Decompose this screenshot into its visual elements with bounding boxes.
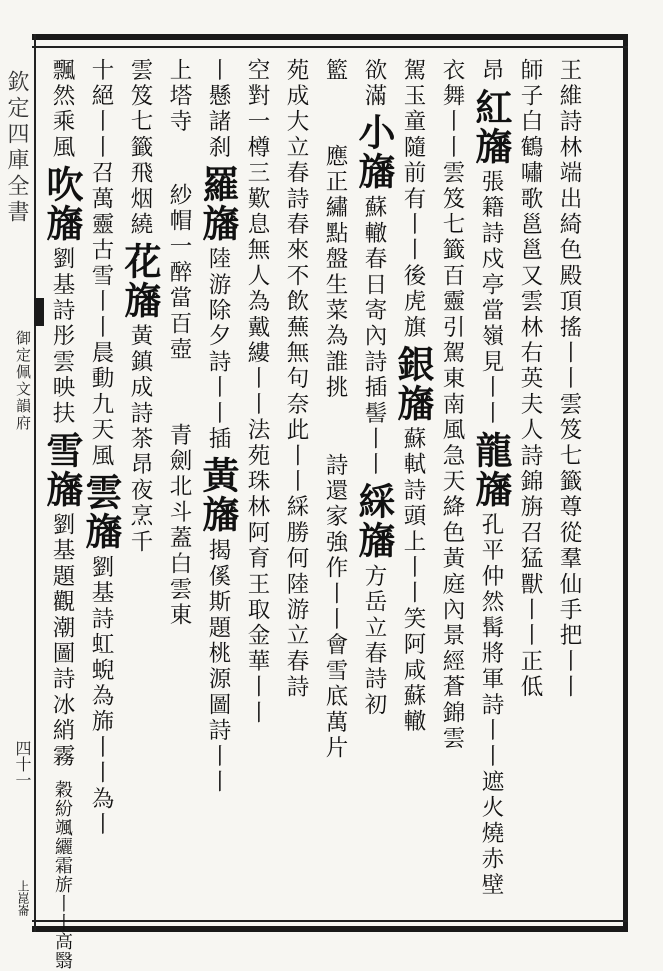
column-text: 空對一樽三歎息無人為戴縷丨丨法苑珠林阿育王取金華丨丨	[244, 58, 270, 727]
column-text: 蘇軾詩頭上丨丨笑阿咸蘇轍	[400, 426, 426, 736]
column-text: 師子白鶴嘯歌邕邕又雲林右英夫人詩錦旃召猛獸丨丨正低	[517, 58, 543, 701]
column-text: 欲滿	[361, 58, 387, 110]
headword: 綵旛	[352, 482, 396, 561]
headword: 銀旛	[391, 344, 435, 423]
column-text: 方岳立春詩初	[361, 564, 387, 719]
text-column-12	[118, 58, 162, 916]
text-column-11	[160, 58, 198, 916]
column-text: 陸游除夕詩丨丨插	[205, 246, 231, 453]
column-text: 上塔寺	[166, 58, 192, 136]
text-column-2	[511, 58, 549, 916]
text-column-14-tail	[43, 780, 77, 970]
column-text: 黃鎮成詩茶昂夜烹千	[127, 323, 153, 556]
column-text: 張籍詩戍亭當嶺見丨丨	[478, 169, 504, 427]
column-text: 昂	[478, 58, 504, 84]
margin-top-label: 欽定四庫全書	[4, 70, 29, 226]
headword: 龍旛	[469, 430, 513, 509]
headword: 紅旛	[469, 87, 513, 166]
page-number: 四十一	[13, 740, 32, 788]
text-column-7	[316, 58, 354, 916]
headword: 雲旛	[79, 473, 123, 552]
text-column-4	[433, 58, 471, 916]
column-text: 丨懸諸刹	[205, 58, 231, 161]
fragment-extra	[3, 880, 33, 920]
column-text: 古雪丨丨晨動九天風	[88, 237, 114, 470]
text-column-10	[196, 58, 240, 916]
text-column-1	[550, 58, 588, 916]
text-column-13	[79, 58, 123, 916]
column-text: 應正繡點盤生菜為誰挑	[322, 143, 348, 401]
column-text: 劉基詩彤雲映扶	[49, 246, 75, 427]
column-text: 揭傒斯題桃源圖詩丨丨	[205, 538, 231, 796]
top-rule	[32, 46, 628, 48]
column-text: 上崑崙	[16, 880, 30, 916]
headword: 雪旛	[40, 430, 84, 509]
headword: 小旛	[352, 113, 396, 192]
column-text: 孔平仲然髯將軍詩丨丨遮火燒赤壁	[478, 512, 504, 899]
headword: 花旛	[118, 241, 162, 320]
column-text: 駕玉童隨前有丨丨後虎旗	[400, 58, 426, 341]
headword: 吹旛	[40, 164, 84, 243]
column-text: 苑成大立春詩春來不飲蕪無句奈此丨丨綵勝何陸游立春詩	[283, 58, 309, 701]
headword: 黃旛	[196, 456, 240, 535]
column-text: 詩還家強作丨丨會雪底萬片	[322, 452, 348, 762]
column-text: 飄然乘風	[49, 58, 75, 161]
text-column-6	[352, 58, 396, 916]
headword: 羅旛	[196, 164, 240, 243]
column-text: 劉基題觀潮圖詩冰綃霧	[49, 512, 75, 770]
column-text: 雲笈七籤飛烟繞	[127, 58, 153, 238]
column-text: 紗帽一醉當百壺	[166, 183, 192, 364]
column-text: 王維詩林端出綺色殿頂搖丨丨雲笈七籤尊從羣仙手把丨丨	[556, 58, 582, 701]
column-text: 為旆丨丨為丨	[88, 683, 114, 838]
column-text: 蘇轍春日寄內詩插髻丨丨	[361, 195, 387, 479]
bottom-rule	[32, 920, 628, 922]
column-text: 劉基詩虹蜺	[88, 555, 114, 684]
text-column-9	[238, 58, 276, 916]
column-text: 十絕丨丨召萬靈	[88, 58, 114, 238]
margin-section-label: 御定佩文韻府	[14, 330, 32, 432]
hidden-fragments	[600, 60, 601, 61]
column-text: 衣舞丨丨雲笈七籤百靈引駕東南風急天絳色黃庭內景經蒼錦雲	[439, 58, 465, 752]
text-column-5	[391, 58, 435, 916]
column-text: 青劍北斗蓋白雲東	[166, 423, 192, 629]
column-text: 穀紛颯纚霜旂丨丨高翳	[52, 780, 73, 970]
text-column-3	[469, 58, 513, 916]
column-text: 籃	[322, 58, 348, 84]
text-column-8	[277, 58, 315, 916]
